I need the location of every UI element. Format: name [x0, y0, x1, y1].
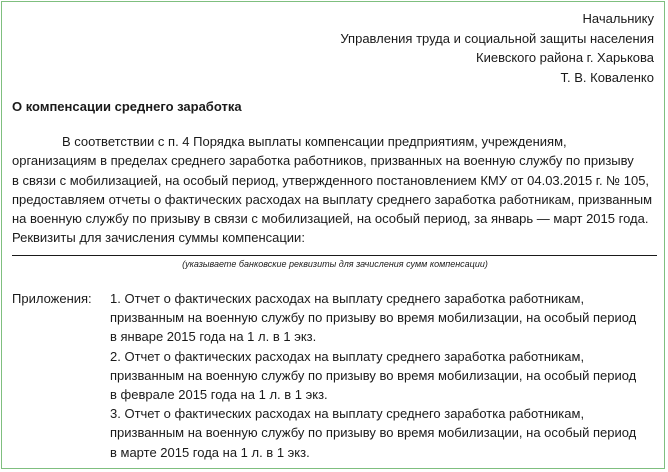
attachment-line: в марте 2015 года на 1 л. в 1 экз.	[110, 444, 310, 460]
bank-details-line	[12, 255, 657, 256]
body-line: в связи с мобилизацией, на особый период, утвержденного постановлением КМУ от 04.03.2015 г. № 105,	[12, 172, 650, 188]
attachments-list	[110, 289, 660, 462]
attachment-line: в январе 2015 года на 1 л. в 1 экз.	[110, 329, 317, 345]
addressee-district: Киевского района г. Харькова	[476, 50, 654, 65]
document-title: О компенсации среднего заработка	[12, 99, 242, 114]
attachment-line: призванным на военную службу по призыву во время мобилизации, на особый период	[110, 425, 637, 441]
body-line: на военную службу по призыву в связи с мобилизацией, на особый период, за январь — март 2015 года.	[12, 211, 649, 227]
attachment-item	[110, 347, 660, 405]
attachment-line: 1. Отчет о фактических расходах на выплату среднего заработка работникам,	[110, 291, 585, 306]
addressee-block	[340, 9, 654, 87]
attachment-line: в феврале 2015 года на 1 л. в 1 экз.	[110, 387, 328, 403]
document-body	[12, 132, 658, 248]
document-frame	[1, 1, 665, 469]
addressee-department: Управления труда и социальной защиты населения	[340, 30, 654, 46]
body-line: Реквизиты для зачисления суммы компенсации:	[12, 230, 305, 246]
attachment-item	[110, 404, 660, 462]
attachment-line: 3. Отчет о фактических расходах на выплату среднего заработка работникам,	[110, 406, 585, 422]
body-line: В соответствии с п. 4 Порядка выплаты компенсации предприятиям, учреждениям,	[62, 134, 567, 149]
addressee-position: Начальнику	[582, 11, 654, 26]
attachment-line: призванным на военную службу по призыву во время мобилизации, на особый период	[110, 310, 637, 326]
bank-details-caption: (указываете банковские реквизиты для зачисления сумм компенсации)	[182, 259, 488, 269]
attachment-item	[110, 289, 660, 347]
body-line: предоставляем отчеты о фактических расходах на выплату среднего заработка работникам, призванным	[12, 191, 653, 207]
attachment-line: призванным на военную службу по призыву во время мобилизации, на особый период	[110, 367, 637, 383]
addressee-name: Т. В. Коваленко	[560, 69, 654, 85]
attachment-line: 2. Отчет о фактических расходах на выплату среднего заработка работникам,	[110, 348, 585, 364]
attachments-label: Приложения:	[12, 291, 92, 306]
body-line: организациям в пределах среднего заработка работников, призванных на военную службу по призыву	[12, 153, 634, 169]
